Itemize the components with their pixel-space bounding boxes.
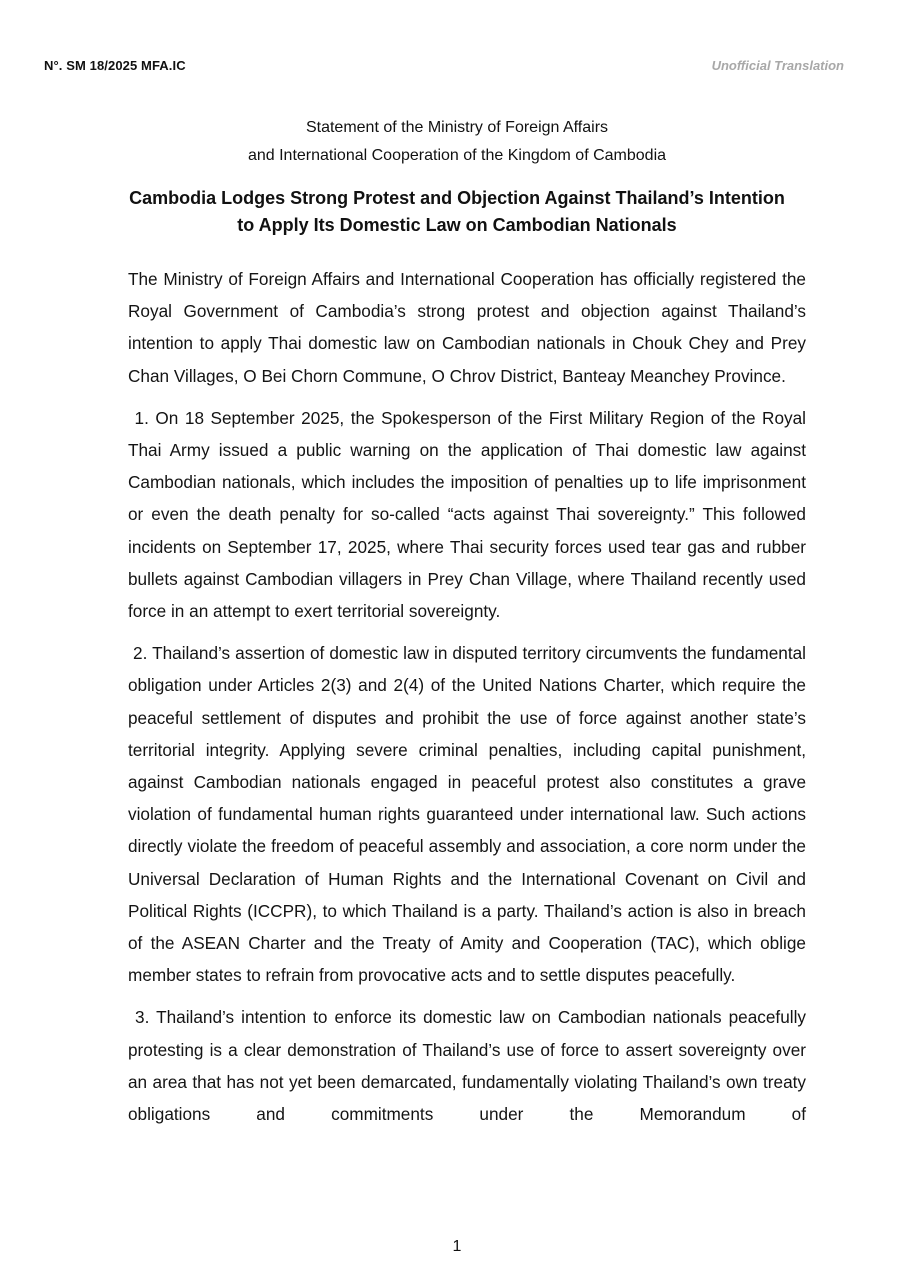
- reference-number: N°. SM 18/2025 MFA.IC: [44, 58, 186, 73]
- statement-heading-line2: and International Cooperation of the Kingdom of Cambodia: [247, 147, 667, 164]
- document-title-line2: to Apply Its Domestic Law on Cambodian Nationals: [237, 215, 677, 235]
- translation-note: Unofficial Translation: [711, 58, 844, 73]
- intro-paragraph: The Ministry of Foreign Affairs and International Cooperation has officially registered the Royal Government of Cambodia’s strong protest and objection against Thailand’s intention to apply Thai domestic law on Cambodian nationals in Chouk Chey and Prey Chan Villages, O Bei Chorn Commune, O Chrov District, Banteay Meanchey Province.: [128, 269, 811, 386]
- numbered-paragraph-3: 3. Thailand’s intention to enforce its domestic law on Cambodian nationals peacefully protesting is a clear demonstration of Thailand’s use of force to assert sovereignty over an area that has not yet been demarcated, fundamentally violating Thailand’s own treaty obligations and commitments under the Memorandum of: [128, 1007, 811, 1125]
- document-title: [0, 185, 914, 239]
- document-body: [128, 263, 811, 1140]
- document-title-line1: Cambodia Lodges Strong Protest and Objection Against Thailand’s Intention: [129, 188, 785, 208]
- statement-heading-line1: Statement of the Ministry of Foreign Affairs: [305, 119, 609, 136]
- numbered-paragraph-2: 2. Thailand’s assertion of domestic law in disputed territory circumvents the fundamental obligation under Articles 2(3) and 2(4) of the United Nations Charter, which require the peaceful settlement of disputes and prohibit the use of force against another state’s territorial integrity. Applying severe criminal penalties, including capital punishment, against Cambodian nationals engaged in peaceful protest also constitutes a grave violation of fundamental human rights guaranteed under international law. Such actions directly violate the freedom of peaceful assembly and association, a core norm under the Universal Declaration of Human Rights and the International Covenant on Civil and Political Rights (ICCPR), to which Thailand is a party. Thailand’s action is also in breach of the ASEAN Charter and the Treaty of Amity and Cooperation (TAC), which oblige member states to refrain from provocative acts and to settle disputes peacefully.: [128, 643, 811, 986]
- numbered-paragraph-1: 1. On 18 September 2025, the Spokesperson of the First Military Region of the Royal Thai Army issued a public warning on the application of Thai domestic law against Cambodian nationals, which includes the imposition of penalties up to life imprisonment or even the death penalty for so-called “acts against Thai sovereignty.” This followed incidents on September 17, 2025, where Thai security forces used tear gas and rubber bullets against Cambodian villagers in Prey Chan Village, where Thailand recently used force in an attempt to exert territorial sovereignty.: [128, 407, 811, 622]
- statement-heading: [0, 114, 914, 170]
- page-number: 1: [452, 1238, 462, 1255]
